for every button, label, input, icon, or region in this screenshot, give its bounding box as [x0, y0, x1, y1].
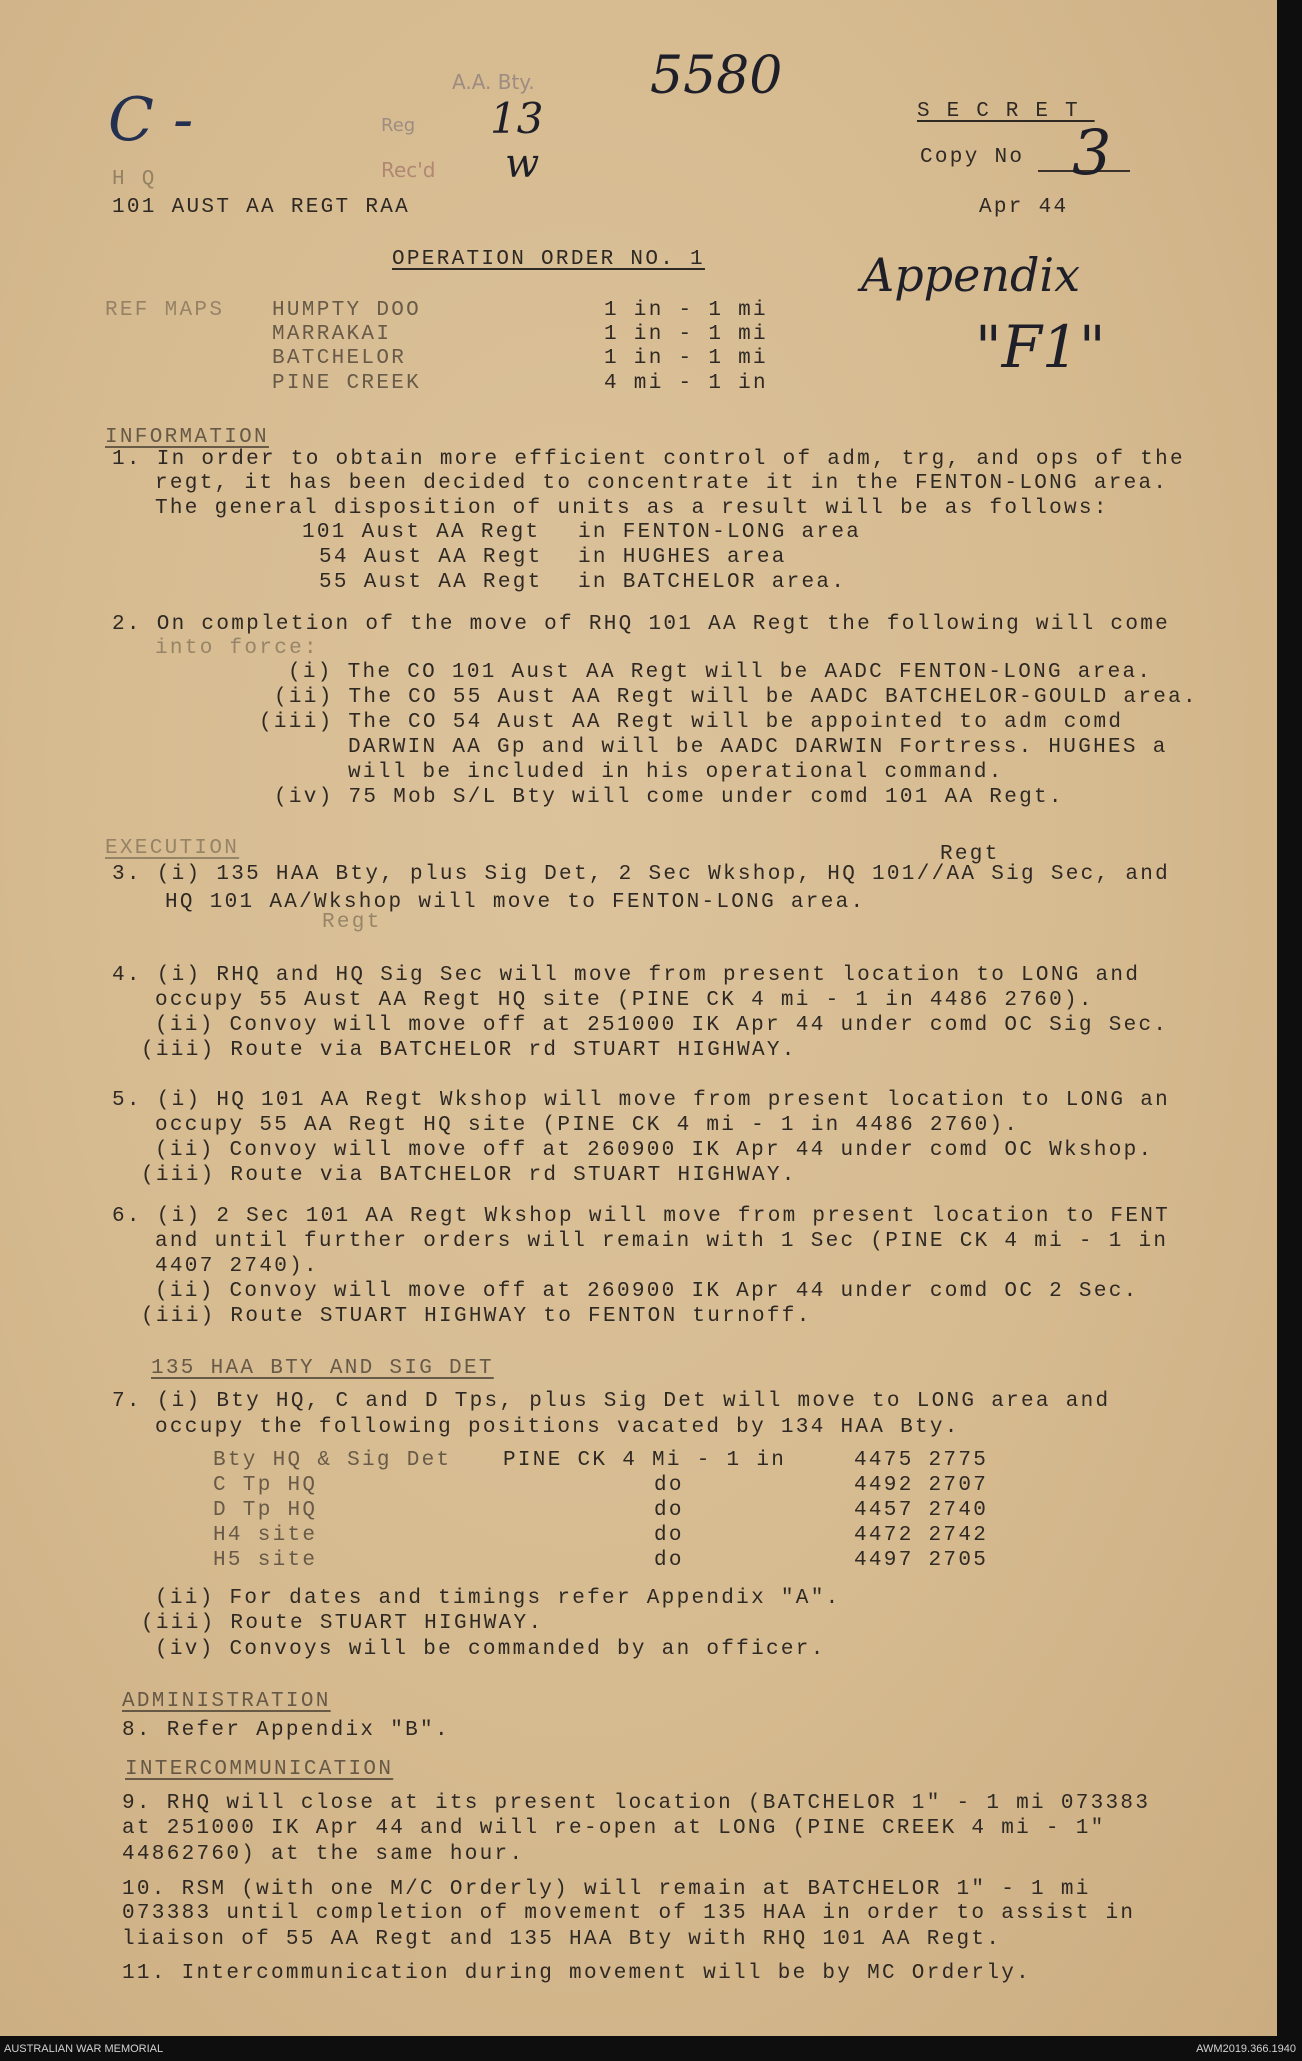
position-location: H5 site: [213, 1549, 318, 1572]
footer-accession-number: AWM2019.366.1940: [1196, 2043, 1296, 2055]
para4-line: (iii) Route via BATCHELOR rd STUART HIGHWAY.: [141, 1039, 797, 1062]
para2-line: (iii) The CO 54 Aust AA Regt will be appointed to adm comd: [259, 711, 1124, 734]
insertion-above: Regt: [940, 843, 1000, 866]
position-map: do: [654, 1474, 684, 1497]
section-heading-bty: 135 HAA BTY AND SIG DET: [151, 1357, 494, 1380]
disposition-unit: 55 Aust AA Regt: [319, 571, 543, 594]
para2-line: will be included in his operational command.: [348, 761, 1004, 784]
ref-maps-label: REF MAPS: [105, 299, 225, 322]
hq-label: H Q: [112, 168, 157, 191]
para6-line: and until further orders will remain with 1 Sec (PINE CK 4 mi - 1 in: [155, 1230, 1169, 1253]
para6-line: (ii) Convoy will move off at 260900 IK Apr 44 under comd OC 2 Sec.: [155, 1280, 1139, 1303]
para2-line: 2. On completion of the move of RHQ 101 AA Regt the following will come: [112, 613, 1171, 636]
position-grid: 4475 2775: [854, 1449, 989, 1472]
disposition-area: in BATCHELOR area.: [578, 571, 847, 594]
map-name: PINE CREEK: [272, 372, 422, 395]
position-grid: 4497 2705: [854, 1549, 989, 1572]
stamp-received: Rec'd: [381, 158, 436, 182]
section-heading-intercommunication: INTERCOMMUNICATION: [125, 1758, 394, 1781]
copy-label: Copy No: [920, 146, 1025, 169]
map-scale: 4 mi - 1 in: [604, 372, 768, 395]
disposition-unit: 54 Aust AA Regt: [319, 546, 543, 569]
para11-line: 11. Intercommunication during movement will be by MC Orderly.: [122, 1962, 1032, 1985]
para9-line: 9. RHQ will close at its present location (BATCHELOR 1" - 1 mi 073383: [122, 1792, 1151, 1815]
section-heading-administration: ADMINISTRATION: [122, 1690, 331, 1713]
handwritten-file-number: 5580: [650, 46, 783, 106]
para3-line: 3. (i) 135 HAA Bty, plus Sig Det, 2 Sec Wkshop, HQ 101//AA Sig Sec, and: [112, 863, 1171, 886]
para7-line: 7. (i) Bty HQ, C and D Tps, plus Sig Det will move to LONG area and: [112, 1390, 1111, 1413]
stamp-unit: A.A. Bty.: [452, 70, 535, 94]
para7-sub-line: (iii) Route STUART HIGHWAY.: [141, 1612, 544, 1635]
para7-sub-line: (ii) For dates and timings refer Appendix "A".: [155, 1587, 841, 1610]
para2-line: DARWIN AA Gp and will be AADC DARWIN Fortress. HUGHES a: [348, 736, 1168, 759]
map-scale: 1 in - 1 mi: [604, 299, 768, 322]
document-title: OPERATION ORDER NO. 1: [392, 248, 705, 271]
para5-line: occupy 55 AA Regt HQ site (PINE CK 4 mi - 1 in 4486 2760).: [155, 1114, 1020, 1137]
handwritten-appendix-note: Appendix: [861, 248, 1081, 302]
handwritten-c-mark: C -: [108, 85, 194, 155]
para2-line: (ii) The CO 55 Aust AA Regt will be AADC BATCHELOR-GOULD area.: [274, 686, 1198, 709]
position-map: do: [654, 1549, 684, 1572]
map-scale: 1 in - 1 mi: [604, 347, 768, 370]
map-name: MARRAKAI: [272, 323, 392, 346]
insertion-below: Regt: [322, 911, 382, 934]
archive-footer: [0, 2036, 1302, 2061]
para9-line: 44862760) at the same hour.: [122, 1843, 525, 1866]
position-location: D Tp HQ: [213, 1499, 318, 1522]
para6-line: 6. (i) 2 Sec 101 AA Regt Wkshop will move from present location to FENT: [112, 1205, 1171, 1228]
para1-line: regt, it has been decided to concentrate it in the FENTON-LONG area.: [155, 472, 1169, 495]
position-location: Bty HQ & Sig Det: [213, 1449, 452, 1472]
para2-line: into force:: [155, 637, 319, 660]
map-name: HUMPTY DOO: [272, 299, 422, 322]
handwritten-appendix-id: "F1": [975, 313, 1106, 381]
para4-line: (ii) Convoy will move off at 251000 IK Apr 44 under comd OC Sig Sec.: [155, 1014, 1169, 1037]
map-name: BATCHELOR: [272, 347, 407, 370]
para10-line: 10. RSM (with one M/C Orderly) will remain at BATCHELOR 1" - 1 mi: [122, 1878, 1091, 1901]
map-scale: 1 in - 1 mi: [604, 323, 768, 346]
para5-line: (iii) Route via BATCHELOR rd STUART HIGHWAY.: [141, 1164, 797, 1187]
para1-line: 1. In order to obtain more efficient control of adm, trg, and ops of the: [112, 448, 1185, 471]
position-grid: 4472 2742: [854, 1524, 989, 1547]
order-date: Apr 44: [979, 196, 1069, 219]
section-heading-information: INFORMATION: [105, 426, 269, 449]
para2-line: (iv) 75 Mob S/L Bty will come under comd 101 AA Regt.: [274, 786, 1064, 809]
position-grid: 4492 2707: [854, 1474, 989, 1497]
para6-line: (iii) Route STUART HIGHWAY to FENTON turnoff.: [141, 1305, 812, 1328]
para10-line: 073383 until completion of movement of 135 HAA in order to assist in: [122, 1902, 1136, 1925]
unit-name: 101 AUST AA REGT RAA: [112, 196, 411, 219]
footer-institution: AUSTRALIAN WAR MEMORIAL: [4, 2043, 164, 2055]
para4-line: 4. (i) RHQ and HQ Sig Sec will move from present location to LONG and: [112, 964, 1141, 987]
position-map: PINE CK 4 Mi - 1 in: [503, 1449, 787, 1472]
para5-line: (ii) Convoy will move off at 260900 IK Apr 44 under comd OC Wkshop.: [155, 1139, 1154, 1162]
para1-line: The general disposition of units as a result will be as follows:: [155, 497, 1109, 520]
para4-line: occupy 55 Aust AA Regt HQ site (PINE CK 4 mi - 1 in 4486 2760).: [155, 989, 1094, 1012]
para9-line: at 251000 IK Apr 44 and will re-open at LONG (PINE CREEK 4 mi - 1": [122, 1817, 1106, 1840]
handwritten-stamp-number: 13: [490, 94, 544, 143]
position-grid: 4457 2740: [854, 1499, 989, 1522]
position-map: do: [654, 1524, 684, 1547]
para6-line: 4407 2740).: [155, 1255, 319, 1278]
handwritten-initial: w: [505, 141, 540, 187]
section-heading-execution: EXECUTION: [105, 837, 240, 860]
classification: SECRET: [917, 100, 1095, 123]
position-location: C Tp HQ: [213, 1474, 318, 1497]
para8-line: 8. Refer Appendix "B".: [122, 1719, 450, 1742]
disposition-area: in FENTON-LONG area: [578, 521, 862, 544]
para3-line: HQ 101 AA/Wkshop will move to FENTON-LONG area.: [165, 891, 866, 914]
stamp-reg: Reg: [381, 115, 416, 136]
para2-line: (i) The CO 101 Aust AA Regt will be AADC FENTON-LONG area.: [288, 661, 1153, 684]
para5-line: 5. (i) HQ 101 AA Regt Wkshop will move from present location to LONG an: [112, 1089, 1171, 1112]
position-map: do: [654, 1499, 684, 1522]
para7-line: occupy the following positions vacated by 134 HAA Bty.: [155, 1416, 960, 1439]
copy-number: 3: [1072, 116, 1112, 189]
para7-sub-line: (iv) Convoys will be commanded by an officer.: [155, 1638, 826, 1661]
position-location: H4 site: [213, 1524, 318, 1547]
disposition-unit: 101 Aust AA Regt: [302, 521, 541, 544]
disposition-area: in HUGHES area: [578, 546, 787, 569]
para10-line: liaison of 55 AA Regt and 135 HAA Bty with RHQ 101 AA Regt.: [122, 1928, 1002, 1951]
